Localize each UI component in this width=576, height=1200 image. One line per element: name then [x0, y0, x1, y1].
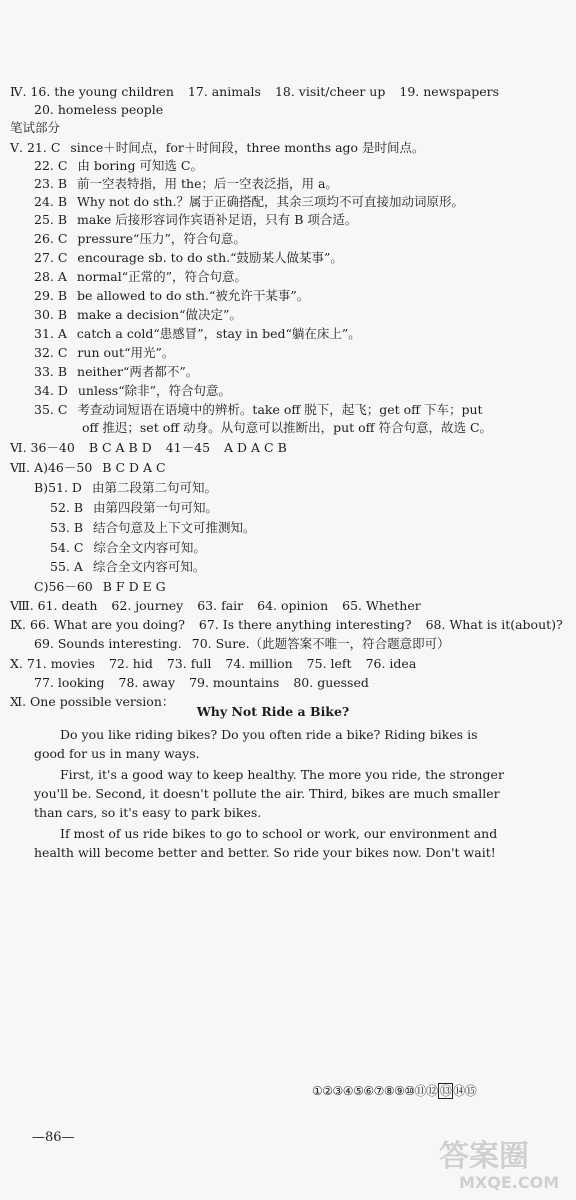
answer-line: [50, 559, 205, 575]
answer-segment: 68. What is it(about)?: [425, 617, 563, 632]
answer-segment: 73. full: [166, 656, 212, 671]
answer-line: [50, 520, 256, 536]
answer-segment: 20. homeless people: [34, 102, 164, 117]
answer-segment: C)56－60: [34, 579, 93, 594]
answer-segment: 69. Sounds interesting.: [34, 636, 182, 651]
circled-number: ⑫: [426, 1084, 438, 1098]
page-number: —86—: [32, 1130, 75, 1145]
essay-paragraph-2: First, it's a good way to keep healthy. The more you ride, the stronger you'll be. Second, it doesn't pollute the air. Third, bikes are much smaller than cars, so it's easy to park bikes.: [34, 767, 504, 820]
watermark-brand: 答案圈: [439, 1139, 529, 1174]
answer-segment: 70. Sure.（此题答案不唯一，符合题意即可）: [191, 636, 450, 651]
answer-segment: off 推迟；set off 动身。从句意可以推断出，put off 符合句意，故选 C。: [82, 420, 493, 435]
answer-line: [34, 269, 247, 285]
answer-segment: B C A B D: [88, 440, 152, 455]
answer-segment: 31. A: [34, 326, 67, 341]
answer-segment: run out“用光”。: [77, 345, 175, 360]
answer-segment: 77. looking: [34, 675, 105, 690]
answer-segment: 19. newspapers: [399, 84, 500, 99]
answer-line: [10, 84, 499, 100]
answer-segment: 55. A: [50, 559, 83, 574]
answer-segment: Ⅸ. 66. What are you doing?: [10, 617, 185, 632]
answer-line: [34, 307, 242, 323]
answer-segment: B C D A C: [102, 460, 166, 475]
answer-line: [10, 656, 416, 672]
answer-line: [34, 579, 166, 595]
answer-segment: 74. million: [225, 656, 293, 671]
answer-segment: 由 boring 可知选 C。: [77, 158, 203, 173]
answer-segment: Ⅶ. A)46－50: [10, 460, 93, 475]
answer-line: [34, 326, 361, 342]
answer-segment: 62. journey: [111, 598, 184, 613]
answer-segment: 32. C: [34, 345, 68, 360]
answer-segment: 41－45: [165, 440, 211, 455]
circled-number: ⑮: [464, 1084, 477, 1098]
answer-segment: 76. idea: [365, 656, 417, 671]
circled-number: ⑪: [414, 1084, 427, 1098]
answer-segment: 22. C: [34, 158, 68, 173]
answer-line: [10, 617, 563, 633]
answer-line: [34, 194, 464, 210]
circled-number: ⑩: [404, 1084, 415, 1098]
answer-segment: 75. left: [306, 656, 352, 671]
circled-number: ⑧: [383, 1084, 395, 1098]
circled-number: ⑨: [394, 1084, 405, 1098]
answer-line: [34, 675, 369, 691]
answer-segment: 27. C: [34, 250, 68, 265]
circled-number-strip: [312, 1082, 476, 1099]
answer-segment: Ⅷ. 61. death: [10, 598, 98, 613]
answer-line: [34, 345, 174, 361]
answer-segment: B F D E G: [102, 579, 166, 594]
answer-segment: 17. animals: [187, 84, 261, 99]
answer-segment: 54. C: [50, 540, 84, 555]
answer-segment: unless“除非”，符合句意。: [77, 383, 231, 398]
answer-segment: 64. opinion: [257, 598, 329, 613]
essay-title: Why Not Ride a Bike?: [196, 704, 350, 719]
answer-line: [10, 460, 166, 476]
answer-segment: encourage sb. to do sth.“鼓励某人做某事”。: [77, 250, 343, 265]
answer-segment: 67. Is there anything interesting?: [198, 617, 412, 632]
answer-line: [34, 480, 217, 496]
answer-segment: Ⅹ. 71. movies: [10, 656, 95, 671]
answer-segment: 26. C: [34, 231, 68, 246]
answer-segment: 29. B: [34, 288, 68, 303]
answer-segment: 24. B: [34, 194, 68, 209]
answer-segment: Ⅺ. One possible version：: [10, 694, 175, 709]
answer-segment: 考查动词短语在语境中的辨析。take off 脱下，起飞；get off 下车；put: [77, 402, 483, 417]
answer-line: [34, 383, 231, 399]
answer-segment: B)51. D: [34, 480, 82, 495]
answer-segment: A D A C B: [224, 440, 287, 455]
answer-line: [10, 440, 287, 456]
watermark-url: MXQE.COM: [459, 1173, 560, 1192]
answer-segment: Ⅵ. 36－40: [10, 440, 75, 455]
watermark-logo: [433, 1132, 568, 1194]
essay-paragraph-3: If most of us ride bikes to go to school or work, our environment and health will become better and better. So ride your bikes now. Don't wait!: [34, 826, 498, 860]
answer-segment: 23. B: [34, 176, 68, 191]
answer-segment: 前一空表特指，用 the；后一空表泛指，用 a。: [77, 176, 338, 191]
model-essay: [34, 702, 512, 864]
answer-segment: 53. B: [50, 520, 84, 535]
answer-segment: make 后接形容词作宾语补足语，只有 B 项合适。: [77, 212, 358, 227]
answer-segment: 79. mountains: [189, 675, 280, 690]
answer-segment: 72. hid: [108, 656, 153, 671]
circled-number: ②: [322, 1084, 333, 1098]
answer-segment: 78. away: [118, 675, 176, 690]
circled-number: ①: [312, 1084, 323, 1098]
answer-segment: 综合全文内容可知。: [93, 540, 206, 555]
answer-segment: make a decision“做决定”。: [77, 307, 242, 322]
answer-segment: 结合句意及上下文可推测知。: [93, 520, 256, 535]
answer-segment: 34. D: [34, 383, 68, 398]
circled-number: ⑭: [453, 1084, 465, 1098]
answer-line: [34, 636, 450, 652]
answer-line: [34, 364, 198, 380]
answer-segment: Why not do sth.？属于正确搭配，其余三项均不可直接加动词原形。: [77, 194, 465, 209]
answer-segment: normal“正常的”，符合句意。: [76, 269, 248, 284]
answer-segment: 由第四段第一句可知。: [93, 500, 219, 515]
answer-segment: Ⅴ. 21. C: [10, 140, 61, 155]
answer-segment: 80. guessed: [293, 675, 369, 690]
answer-segment: 35. C: [34, 402, 68, 417]
answer-line: [82, 420, 492, 436]
circled-number: ⑤: [353, 1084, 364, 1098]
answer-segment: 30. B: [34, 307, 68, 322]
answer-line: [34, 158, 203, 174]
answer-segment: neither“两者都不”。: [77, 364, 199, 379]
answer-segment: 52. B: [50, 500, 84, 515]
answer-line: [10, 140, 425, 156]
answer-line: [34, 176, 338, 192]
answer-line: [34, 250, 343, 266]
answer-segment: 28. A: [34, 269, 67, 284]
answer-segment: 18. visit/cheer up: [274, 84, 386, 99]
answer-line: [50, 540, 206, 556]
answer-segment: be allowed to do sth.“被允许干某事”。: [77, 288, 310, 303]
answer-segment: since＋时间点，for＋时间段，three months ago 是时间点。: [70, 140, 425, 155]
answer-segment: 33. B: [34, 364, 68, 379]
answer-line: [10, 120, 60, 136]
essay-paragraph-1: Do you like riding bikes? Do you often ride a bike? Riding bikes is good for us in many ways.: [34, 727, 478, 761]
answer-line: [50, 500, 218, 516]
circled-number: ⑦: [373, 1084, 384, 1098]
answer-line: [34, 288, 309, 304]
answer-segment: 65. Whether: [342, 598, 421, 613]
circled-number: ⑥: [363, 1084, 374, 1098]
answer-line: [10, 598, 421, 614]
answer-line: [34, 402, 483, 418]
answer-line: [34, 212, 357, 228]
circled-number: ④: [342, 1084, 354, 1098]
answer-segment: 由第二段第二句可知。: [91, 480, 217, 495]
circled-number: ③: [332, 1084, 343, 1098]
answer-segment: 综合全文内容可知。: [92, 559, 206, 574]
answer-segment: pressure“压力”，符合句意。: [77, 231, 246, 246]
answer-segment: 63. fair: [197, 598, 244, 613]
circled-number: ⑬: [439, 1084, 452, 1098]
answer-segment: catch a cold“患感冒”，stay in bed“躺在床上”。: [76, 326, 361, 341]
answer-segment: 笔试部分: [10, 120, 61, 135]
answer-segment: Ⅳ. 16. the young children: [10, 84, 174, 99]
answer-line: [34, 231, 246, 247]
answer-segment: 25. B: [34, 212, 68, 227]
answer-line: [34, 102, 163, 118]
